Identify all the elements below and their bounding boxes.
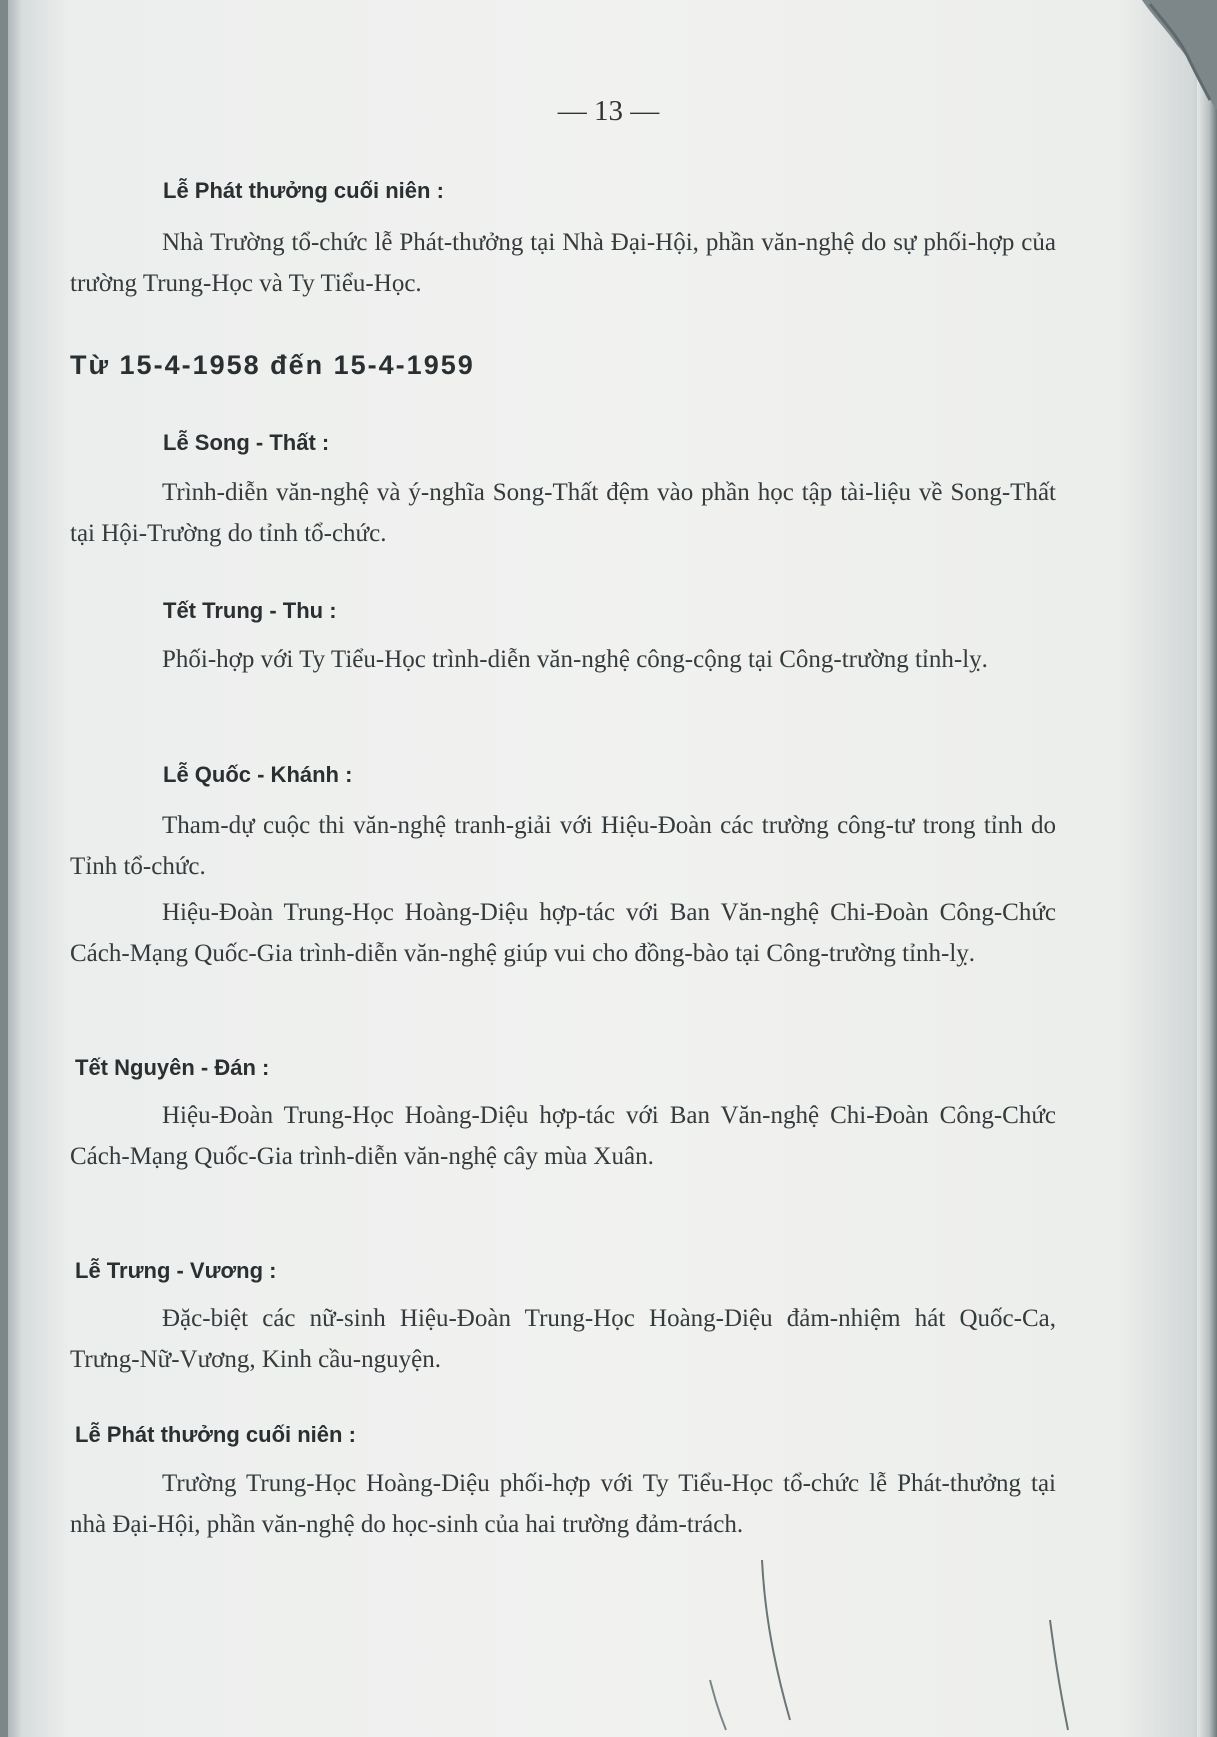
paragraph-le-phat-thuong-1958: Nhà Trường tổ-chức lễ Phát-thưởng tại Nhà Đại-Hội, phần văn-nghệ do sự phối-hợp của trường Trung-Học và Ty Tiểu-Học. <box>70 229 1056 297</box>
page-number: — 13 — <box>557 95 660 127</box>
paragraph-le-song-that: Trình-diễn văn-nghệ và ý-nghĩa Song-Thất đệm vào phần học tập tài-liệu về Song-Thất tại Hội-Trường do tỉnh tổ-chức. <box>70 479 1056 547</box>
heading-le-phat-thuong-1958: Lễ Phát thưởng cuối niên : <box>163 178 444 203</box>
page-right-edge <box>1197 0 1217 1737</box>
paragraph-tet-trung-thu: Phối-hợp với Ty Tiểu-Học trình-diễn văn-nghệ công-cộng tại Công-trường tỉnh-lỵ. <box>162 646 988 673</box>
section-heading-period: Từ 15-4-1958 đến 15-4-1959 <box>70 350 475 380</box>
paragraph-tet-nguyen-dan: Hiệu-Đoàn Trung-Học Hoàng-Diệu hợp-tác với Ban Văn-nghệ Chi-Đoàn Công-Chức Cách-Mạng Quốc-Gia trình-diễn văn-nghệ cây mùa Xuân. <box>70 1102 1056 1170</box>
heading-tet-trung-thu: Tết Trung - Thu : <box>163 598 337 623</box>
heading-le-phat-thuong-1959: Lễ Phát thưởng cuối niên : <box>75 1422 356 1447</box>
scan-scratch-marks <box>700 1560 1080 1737</box>
paragraph-le-trung-vuong: Đặc-biệt các nữ-sinh Hiệu-Đoàn Trung-Học Hoàng-Diệu đảm-nhiệm hát Quốc-Ca, Trưng-Nữ-Vương, Kinh cầu-nguyện. <box>70 1305 1056 1373</box>
page-left-edge <box>0 0 8 1737</box>
paragraph-le-quoc-khanh-1: Tham-dự cuộc thi văn-nghệ tranh-giải với Hiệu-Đoàn các trường công-tư trong tỉnh do Tỉnh tổ-chức. <box>70 812 1056 880</box>
heading-le-song-that: Lễ Song - Thất : <box>163 430 330 455</box>
heading-le-trung-vuong: Lễ Trưng - Vương : <box>75 1258 277 1283</box>
heading-le-quoc-khanh: Lễ Quốc - Khánh : <box>163 762 353 787</box>
torn-corner-mark <box>1122 0 1217 110</box>
paragraph-le-quoc-khanh-2: Hiệu-Đoàn Trung-Học Hoàng-Diệu hợp-tác với Ban Văn-nghệ Chi-Đoàn Công-Chức Cách-Mạng Quốc-Gia trình-diễn văn-nghệ giúp vui cho đồng-bào tại Công-trường tỉnh-lỵ. <box>70 899 1056 967</box>
paragraph-le-phat-thuong-1959: Trường Trung-Học Hoàng-Diệu phối-hợp với Ty Tiểu-Học tổ-chức lễ Phát-thưởng tại nhà Đại-Hội, phần văn-nghệ do học-sinh của hai trường đảm-trách. <box>70 1470 1056 1538</box>
heading-tet-nguyen-dan: Tết Nguyên - Đán : <box>75 1055 270 1080</box>
